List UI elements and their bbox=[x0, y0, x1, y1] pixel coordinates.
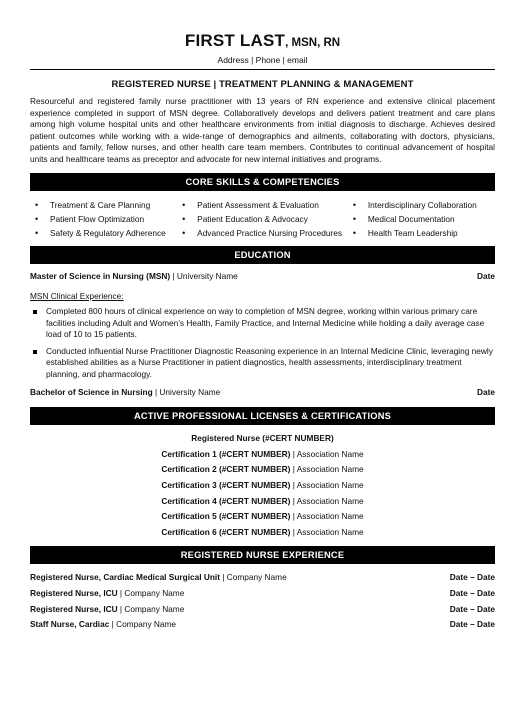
certification-list bbox=[30, 431, 495, 540]
certification-item bbox=[30, 525, 495, 541]
experience-section-heading: REGISTERED NURSE EXPERIENCE bbox=[30, 546, 495, 564]
skill-item: • Patient Flow Optimization bbox=[30, 212, 177, 226]
degree-row-msn bbox=[30, 271, 495, 282]
name-header bbox=[30, 32, 495, 52]
job-dates: Date – Date bbox=[449, 619, 495, 630]
job-dates: Date – Date bbox=[449, 603, 495, 614]
certification-item bbox=[30, 494, 495, 510]
professional-summary: Resourceful and registered family nurse practitioner with 13 years of RN experience and extensive clinical placement experience completed in support of MSN degree. Collaboratively develops and delivers patient treatment and care plans among high volume hospital units and other healthcare environments from initial diagnosis to discharge. Achieves desired patient outcomes while working with a wide-range of demographics and ailments, collaborating with doctors, physicians, patients and family, fellow nurses, and other health care team members. Contributes to continual advancement of hospital units and healthcare teams as preceptor and advocate for new internal initiatives and programs. bbox=[30, 96, 495, 164]
job-entry bbox=[30, 570, 287, 586]
certification-item bbox=[30, 509, 495, 525]
school-name: | University Name bbox=[152, 387, 221, 398]
certification-title: Certification 3 (#CERT NUMBER) bbox=[161, 479, 291, 490]
header-divider bbox=[30, 69, 495, 70]
certification-title: Certification 2 (#CERT NUMBER) bbox=[161, 464, 291, 475]
job-row bbox=[30, 570, 495, 586]
degree-title: Bachelor of Science in Nursing bbox=[30, 387, 153, 398]
association-name: | Association Name bbox=[290, 511, 364, 522]
clinical-experience-list bbox=[30, 306, 495, 380]
skill-item: • Advanced Practice Nursing Procedures bbox=[177, 226, 348, 240]
company-name: | Company Name bbox=[109, 619, 177, 630]
job-entry bbox=[30, 617, 176, 633]
skill-item: • Health Team Leadership bbox=[348, 226, 495, 240]
candidate-credentials: , MSN, RN bbox=[285, 37, 341, 49]
association-name: | Association Name bbox=[290, 464, 364, 475]
skill-item: • Treatment & Care Planning bbox=[30, 198, 177, 212]
job-dates: Date – Date bbox=[449, 587, 495, 598]
association-name: | Association Name bbox=[290, 479, 364, 490]
certification-title: Certification 1 (#CERT NUMBER) bbox=[161, 448, 291, 459]
association-name: | Association Name bbox=[290, 495, 364, 506]
skill-item: • Safety & Regulatory Adherence bbox=[30, 226, 177, 240]
degree-row-bsn bbox=[30, 387, 495, 398]
candidate-name: FIRST LAST bbox=[184, 31, 286, 50]
skill-item: • Medical Documentation bbox=[348, 212, 495, 226]
degree-entry bbox=[30, 387, 220, 398]
skills-column-1 bbox=[30, 198, 177, 241]
skills-section-heading: CORE SKILLS & COMPETENCIES bbox=[30, 173, 495, 191]
job-title: Registered Nurse, ICU bbox=[30, 587, 118, 598]
certification-title: Certification 5 (#CERT NUMBER) bbox=[161, 511, 291, 522]
clinical-experience-label: MSN Clinical Experience: bbox=[30, 291, 124, 302]
clinical-bullet: Conducted influential Nurse Practitioner Diagnostic Reasoning experience in an Internal Medicine Clinic, leveraging newly established abilities as a Nurse Practitioner in patient diagnostics, health assessments, interdisciplinary treatment planning, and pharmacology. bbox=[30, 346, 495, 381]
contact-line: Address | Phone | email bbox=[217, 55, 308, 65]
skills-list bbox=[30, 198, 495, 241]
association-name: | Association Name bbox=[290, 448, 364, 459]
job-title: Staff Nurse, Cardiac bbox=[30, 619, 110, 630]
degree-date: Date bbox=[477, 271, 495, 282]
job-row bbox=[30, 602, 495, 618]
certification-title: Certification 6 (#CERT NUMBER) bbox=[161, 526, 291, 537]
skills-column-2 bbox=[177, 198, 348, 241]
resume-page bbox=[0, 32, 525, 712]
degree-entry bbox=[30, 271, 238, 282]
job-row bbox=[30, 617, 495, 633]
rn-license: Registered Nurse (#CERT NUMBER) bbox=[191, 433, 334, 444]
skills-column-3 bbox=[348, 198, 495, 241]
certification-item bbox=[30, 478, 495, 494]
company-name: | Company Name bbox=[219, 572, 287, 583]
experience-list bbox=[30, 570, 495, 632]
certification-item bbox=[30, 462, 495, 478]
clinical-bullet: Completed 800 hours of clinical experience on way to completion of MSN degree, working within various primary care facilities including Adult and Women’s Health, Family Practice, and Internal Medicine while holding a daily average case load of 10 to 15 patients. bbox=[30, 306, 495, 341]
company-name: | Company Name bbox=[117, 603, 185, 614]
education-section-heading: EDUCATION bbox=[30, 246, 495, 264]
licenses-section-heading: ACTIVE PROFESSIONAL LICENSES & CERTIFICATIONS bbox=[30, 407, 495, 425]
degree-date: Date bbox=[477, 387, 495, 398]
job-title: Registered Nurse, ICU bbox=[30, 603, 118, 614]
skill-item: • Patient Education & Advocacy bbox=[177, 212, 348, 226]
association-name: | Association Name bbox=[290, 526, 364, 537]
job-title: Registered Nurse, Cardiac Medical Surgical Unit bbox=[30, 572, 220, 583]
skill-item: • Patient Assessment & Evaluation bbox=[177, 198, 348, 212]
job-entry bbox=[30, 602, 184, 618]
resume-headline: REGISTERED NURSE | TREATMENT PLANNING & MANAGEMENT bbox=[111, 79, 414, 90]
skill-item: • Interdisciplinary Collaboration bbox=[348, 198, 495, 212]
job-row bbox=[30, 586, 495, 602]
school-name: | University Name bbox=[170, 271, 238, 282]
certification-item bbox=[30, 447, 495, 463]
degree-title: Master of Science in Nursing (MSN) bbox=[30, 271, 171, 282]
job-dates: Date – Date bbox=[449, 572, 495, 583]
job-entry bbox=[30, 586, 184, 602]
company-name: | Company Name bbox=[117, 587, 185, 598]
certification-title: Certification 4 (#CERT NUMBER) bbox=[161, 495, 291, 506]
